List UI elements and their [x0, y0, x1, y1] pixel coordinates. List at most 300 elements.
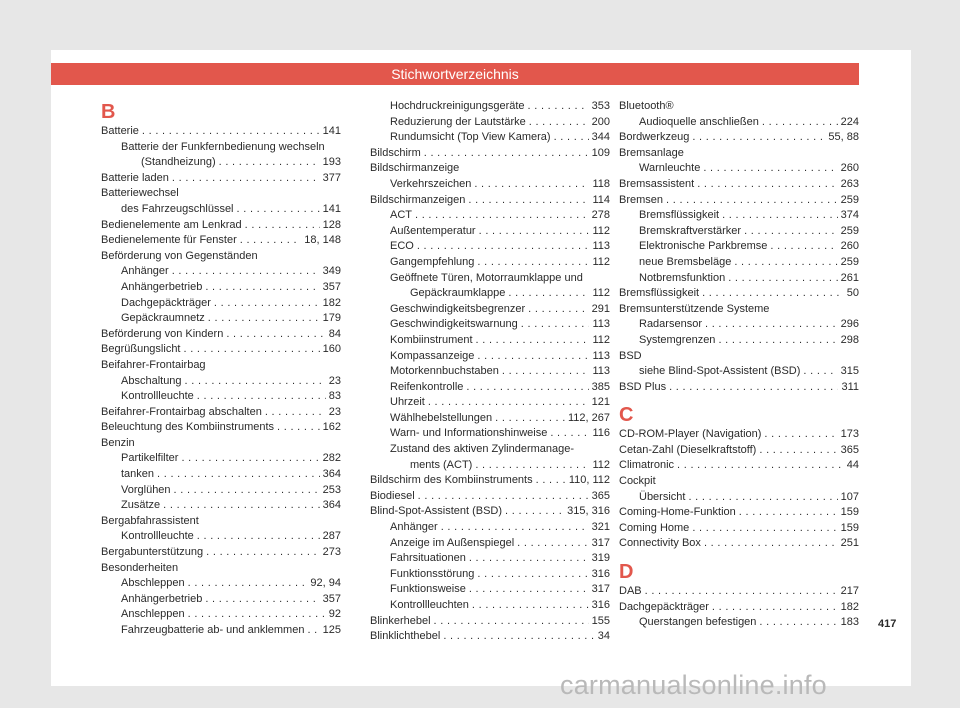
dot-leader — [185, 374, 326, 390]
index-term: Reduzierung der Lautstärke — [390, 115, 526, 128]
index-term: Systemgrenzen — [639, 333, 716, 346]
index-term: siehe Blind-Spot-Assistent (BSD) — [639, 365, 801, 378]
index-entry — [101, 186, 341, 202]
index-entry — [101, 140, 341, 156]
index-entry — [101, 483, 341, 499]
dot-leader — [722, 208, 838, 224]
index-page-ref: 159 — [840, 506, 859, 519]
index-term: Gepäckraumnetz — [121, 312, 205, 325]
index-page-ref: 259 — [840, 224, 859, 237]
dot-leader — [692, 130, 825, 146]
index-page-ref: 200 — [591, 115, 610, 128]
index-entry — [370, 193, 610, 209]
index-entry — [619, 317, 859, 333]
dot-leader — [172, 171, 320, 187]
dot-leader — [197, 529, 320, 545]
index-term: Außentemperatur — [390, 224, 476, 237]
index-entry — [101, 264, 341, 280]
index-term: Wählhebelstellungen — [390, 411, 493, 424]
dot-leader — [245, 218, 320, 234]
index-page-ref: 319 — [591, 552, 610, 565]
index-entry — [619, 255, 859, 271]
index-page-ref: 259 — [840, 193, 859, 206]
index-page-ref: 23 — [328, 405, 341, 418]
dot-leader — [744, 224, 838, 240]
index-entry — [101, 374, 341, 390]
index-page-ref: 287 — [322, 530, 341, 543]
index-entry — [619, 427, 859, 443]
dot-leader — [472, 598, 589, 614]
index-entry — [101, 514, 341, 530]
index-term: Bildschirmanzeigen — [370, 193, 466, 206]
index-entry — [619, 474, 859, 490]
index-page-ref: 112 — [592, 287, 610, 300]
index-entry — [370, 520, 610, 536]
index-entry — [619, 584, 859, 600]
index-entry — [101, 467, 341, 483]
index-page-ref: 112 — [592, 333, 610, 346]
index-term: tanken — [121, 468, 155, 481]
index-page-ref: 113 — [592, 349, 610, 362]
dot-leader — [208, 311, 320, 327]
dot-leader — [237, 202, 320, 218]
index-page-ref: 278 — [591, 209, 610, 222]
dot-leader — [762, 115, 838, 131]
dot-leader — [157, 467, 320, 483]
index-entry — [370, 317, 610, 333]
index-page-ref: 112 — [592, 255, 610, 268]
dot-leader — [764, 427, 837, 443]
index-page-ref: 113 — [592, 365, 610, 378]
index-entry — [101, 592, 341, 608]
index-entry — [370, 598, 610, 614]
index-term: Anhängerbetrieb — [121, 280, 203, 293]
dot-leader — [688, 490, 837, 506]
index-term: Blind-Spot-Assistent (BSD) — [370, 505, 503, 518]
dot-leader — [469, 582, 589, 598]
dot-leader — [536, 473, 566, 489]
index-term: Funktionsweise — [390, 583, 466, 596]
dot-leader — [474, 177, 589, 193]
index-term: Bedienelemente für Fenster — [101, 234, 237, 247]
index-page-ref: 112 — [592, 458, 610, 471]
index-page-ref: 50 — [846, 287, 859, 300]
dot-leader — [505, 504, 564, 520]
dot-leader — [521, 317, 590, 333]
index-entry — [370, 411, 610, 427]
index-entry — [101, 436, 341, 452]
index-entry — [619, 271, 859, 287]
index-entry — [101, 529, 341, 545]
index-term: Anhängerbetrieb — [121, 592, 203, 605]
index-term: Zustand des aktiven Zylindermanage- — [390, 443, 575, 456]
index-page-ref: 125 — [322, 624, 341, 636]
index-page-ref: 365 — [840, 443, 859, 456]
index-entry — [619, 536, 859, 552]
index-entry — [619, 333, 859, 349]
index-entry — [619, 302, 859, 318]
index-entry — [370, 255, 610, 271]
index-entry — [370, 349, 610, 365]
index-entry — [370, 115, 610, 131]
index-page-ref: 260 — [840, 240, 859, 253]
index-page-ref: 112 — [592, 224, 610, 237]
index-term: Verkehrszeichen — [390, 177, 472, 190]
index-term: Warnleuchte — [639, 162, 701, 175]
index-term: Bedienelemente am Lenkrad — [101, 218, 242, 231]
index-entry — [370, 271, 610, 287]
index-entry — [370, 333, 610, 349]
index-page-ref: 160 — [322, 343, 341, 356]
index-entry — [370, 302, 610, 318]
dot-leader — [705, 317, 838, 333]
dot-leader — [477, 255, 589, 271]
index-page-ref: 18, 148 — [304, 234, 341, 247]
index-entry — [370, 224, 610, 240]
index-term: Coming-Home-Funktion — [619, 506, 736, 519]
index-page-ref: 251 — [840, 537, 859, 550]
index-page-ref: 282 — [322, 452, 341, 465]
index-term: Kompassanzeige — [390, 349, 475, 362]
index-page-ref: 298 — [840, 333, 859, 346]
index-page-ref: 296 — [840, 318, 859, 331]
index-term: Bremsflüssigkeit — [639, 209, 720, 222]
dot-leader — [554, 130, 589, 146]
index-page-ref: 55, 88 — [828, 131, 859, 144]
index-term: Elektronische Parkbremse — [639, 240, 768, 253]
dot-leader — [469, 551, 589, 567]
index-term: Anzeige im Außenspiegel — [390, 536, 515, 549]
index-term: Bildschirm des Kombiinstruments — [370, 474, 533, 487]
watermark: carmanualsonline.info — [560, 670, 827, 700]
index-term: Bremsunterstützende Systeme — [619, 302, 770, 315]
dot-leader — [307, 623, 319, 639]
dot-leader — [770, 239, 837, 255]
dot-leader — [718, 333, 837, 349]
index-term: Beförderung von Kindern — [101, 327, 224, 340]
dot-leader — [703, 161, 837, 177]
index-page-ref: 179 — [322, 312, 341, 325]
index-entry — [619, 600, 859, 616]
index-term: Beifahrer-Frontairbag abschalten — [101, 405, 262, 418]
index-entry — [370, 208, 610, 224]
index-term: ACT — [390, 209, 412, 222]
index-entry — [370, 177, 610, 193]
section-letter: B — [101, 101, 116, 123]
index-page-ref: 183 — [840, 616, 859, 629]
index-term: Anschleppen — [121, 608, 185, 621]
index-term: Beifahrer-Frontairbag — [101, 358, 206, 371]
index-term: Cetan-Zahl (Dieselkraftstoff) — [619, 443, 757, 456]
index-page-ref: 357 — [322, 280, 341, 293]
index-term: Zusätze — [121, 499, 161, 512]
dot-leader — [415, 208, 589, 224]
index-page-ref: 128 — [322, 218, 341, 231]
index-term: Dachgepäckträger — [619, 600, 709, 613]
index-entry — [370, 442, 610, 458]
index-term: Begrüßungslicht — [101, 343, 181, 356]
dot-leader — [226, 327, 325, 343]
index-page-ref: 291 — [591, 302, 610, 315]
dot-leader — [424, 146, 589, 162]
index-term: Uhrzeit — [390, 396, 425, 409]
index-entry — [101, 607, 341, 623]
index-term: Bildschirm — [370, 146, 421, 159]
index-page-ref: 110, 112 — [568, 474, 610, 487]
index-term: DAB — [619, 585, 642, 598]
index-term: Blinkerhebel — [370, 614, 431, 627]
dot-leader — [418, 489, 589, 505]
dot-leader — [479, 224, 590, 240]
index-term: CD-ROM-Player (Navigation) — [619, 428, 762, 441]
dot-leader — [188, 576, 308, 592]
index-page-ref: 34 — [597, 630, 610, 643]
index-term: Blinklichthebel — [370, 630, 441, 643]
index-term: Anhänger — [121, 265, 169, 278]
index-term: Bluetooth® — [619, 100, 674, 112]
index-page-ref: 193 — [322, 156, 341, 169]
index-term: Audioquelle anschließen — [639, 115, 759, 128]
dot-leader — [184, 342, 320, 358]
index-page-ref: 83 — [328, 390, 341, 403]
index-term: ments (ACT) — [410, 458, 473, 471]
dot-leader — [495, 411, 565, 427]
index-column-2 — [370, 99, 610, 645]
index-page-ref: 273 — [322, 546, 341, 559]
index-term: Hochdruckreinigungsgeräte — [390, 100, 525, 112]
dot-leader — [477, 567, 588, 583]
index-term: Connectivity Box — [619, 537, 701, 550]
index-page-ref: 23 — [328, 374, 341, 387]
index-page-ref: 92, 94 — [310, 577, 341, 590]
index-term: Abschleppen — [121, 577, 185, 590]
index-entry — [619, 380, 859, 396]
index-entry — [101, 249, 341, 265]
index-entry — [619, 177, 859, 193]
dot-leader — [214, 296, 320, 312]
dot-leader — [734, 255, 837, 271]
index-page-ref: 141 — [322, 202, 341, 215]
dot-leader — [529, 115, 589, 131]
index-entry — [101, 405, 341, 421]
index-term: Besonderheiten — [101, 561, 179, 574]
index-entry — [370, 395, 610, 411]
index-entry — [101, 358, 341, 374]
index-term: Geöffnete Türen, Motorraumklappe und — [390, 271, 583, 284]
index-page-ref: 141 — [322, 125, 341, 137]
dot-leader — [697, 177, 837, 193]
index-entry — [619, 443, 859, 459]
index-entry — [370, 536, 610, 552]
index-term: Bremsflüssigkeit — [619, 287, 700, 300]
index-term: Kontrollleuchten — [390, 599, 469, 611]
index-page-ref: 260 — [840, 162, 859, 175]
dot-leader — [803, 364, 837, 380]
dot-leader — [692, 521, 837, 537]
index-page-ref: 377 — [322, 171, 341, 184]
index-page-ref: 385 — [591, 380, 610, 393]
index-entry — [619, 615, 859, 631]
index-page-ref: 162 — [322, 421, 341, 434]
index-page-ref: 113 — [592, 318, 610, 331]
index-entry — [619, 364, 859, 380]
index-page-ref: 321 — [591, 521, 610, 534]
dot-leader — [759, 615, 837, 631]
dot-leader — [677, 458, 844, 474]
index-page-ref: 109 — [591, 146, 610, 159]
page-title: Stichwortverzeichnis — [391, 66, 519, 82]
index-term: Kontrollleuchte — [121, 530, 194, 543]
dot-leader — [728, 271, 837, 287]
dot-leader — [240, 233, 302, 249]
dot-leader — [476, 333, 590, 349]
index-entry — [101, 171, 341, 187]
index-page-ref: 316 — [591, 567, 610, 580]
index-term: Partikelfilter — [121, 452, 179, 465]
index-page-ref: 261 — [840, 271, 859, 284]
index-entry — [370, 130, 610, 146]
index-term: Bremskraftverstärker — [639, 224, 742, 237]
index-page-ref: 364 — [322, 468, 341, 481]
dot-leader — [428, 395, 589, 411]
index-entry — [101, 280, 341, 296]
index-entry — [370, 504, 610, 520]
index-entry — [370, 286, 610, 302]
dot-leader — [666, 193, 838, 209]
index-entry — [101, 545, 341, 561]
dot-leader — [219, 155, 320, 171]
index-term: Beleuchtung des Kombiinstruments — [101, 421, 275, 434]
index-page-ref: 259 — [840, 255, 859, 268]
dot-leader — [475, 458, 589, 474]
index-page-ref: 365 — [591, 489, 610, 502]
dot-leader — [704, 536, 838, 552]
index-page-ref: 316 — [591, 599, 610, 611]
index-entry — [370, 473, 610, 489]
index-page-ref: 182 — [840, 600, 859, 613]
dot-leader — [205, 280, 319, 296]
index-page-ref: 349 — [322, 265, 341, 278]
dot-leader — [550, 426, 589, 442]
index-page-ref: 315 — [840, 365, 859, 378]
index-entry — [619, 115, 859, 131]
index-term: Coming Home — [619, 521, 690, 534]
index-term: Batterie — [101, 125, 139, 137]
index-term: Reifenkontrolle — [390, 380, 464, 393]
dot-leader — [417, 239, 590, 255]
index-page-ref: 364 — [322, 499, 341, 512]
index-entry — [619, 161, 859, 177]
index-term: Abschaltung — [121, 374, 182, 387]
index-term: Radarsensor — [639, 318, 702, 331]
index-entry — [101, 498, 341, 514]
index-term: Kombiinstrument — [390, 333, 473, 346]
index-entry — [101, 233, 341, 249]
index-term: Funktionsstörung — [390, 567, 475, 580]
index-page-ref: 159 — [840, 521, 859, 534]
index-entry — [101, 155, 341, 171]
index-entry — [101, 296, 341, 312]
dot-leader — [434, 614, 589, 630]
index-entry — [101, 623, 341, 639]
dot-leader — [477, 349, 589, 365]
index-entry — [370, 629, 610, 645]
dot-leader — [197, 389, 326, 405]
index-page-ref: 116 — [592, 427, 610, 440]
index-term: BSD Plus — [619, 380, 667, 393]
dot-leader — [142, 124, 320, 140]
index-term: Bergabfahrassistent — [101, 514, 199, 527]
index-term: Geschwindigkeitswarnung — [390, 318, 518, 331]
dot-leader — [669, 380, 838, 396]
index-term: Querstangen befestigen — [639, 616, 757, 629]
section-letter: C — [619, 404, 634, 427]
index-page-ref: 173 — [840, 428, 859, 441]
index-page-ref: 374 — [840, 209, 859, 222]
index-entry — [370, 551, 610, 567]
dot-leader — [702, 286, 844, 302]
index-entry — [101, 202, 341, 218]
index-page-ref: 114 — [592, 193, 610, 206]
index-page-ref: 315, 316 — [567, 505, 610, 518]
index-page-ref: 344 — [591, 131, 610, 144]
index-page-ref: 155 — [591, 614, 610, 627]
section-letter: D — [619, 561, 634, 584]
index-page-ref: 107 — [840, 490, 859, 503]
index-page-ref: 311 — [841, 380, 859, 393]
index-term: Bremsen — [619, 193, 664, 206]
dot-leader — [712, 600, 838, 616]
index-term: Notbremsfunktion — [639, 271, 726, 284]
index-entry — [370, 614, 610, 630]
dot-leader — [468, 193, 589, 209]
dot-leader — [466, 380, 588, 396]
index-column-3 — [619, 99, 859, 631]
index-term: Climatronic — [619, 459, 675, 472]
index-page-ref: 353 — [591, 100, 610, 112]
index-entry — [619, 521, 859, 537]
index-entry — [101, 218, 341, 234]
index-page-ref: 224 — [840, 115, 859, 128]
dot-leader — [759, 443, 837, 459]
index-term: Kontrollleuchte — [121, 390, 194, 403]
index-term: Bergabunterstützung — [101, 546, 204, 559]
index-entry — [370, 239, 610, 255]
index-entry — [101, 389, 341, 405]
index-entry — [101, 327, 341, 343]
index-entry — [370, 489, 610, 505]
index-entry — [370, 99, 610, 115]
index-entry — [619, 286, 859, 302]
index-entry — [101, 451, 341, 467]
index-column-1 — [101, 99, 341, 639]
index-page-ref: 357 — [322, 592, 341, 605]
index-page-ref: 118 — [592, 177, 610, 190]
index-term: Anhänger — [390, 521, 438, 534]
index-term: Bremsassistent — [619, 177, 695, 190]
index-term: ECO — [390, 240, 414, 253]
index-entry — [619, 146, 859, 162]
index-entry — [101, 561, 341, 577]
index-entry — [619, 193, 859, 209]
index-term: Geschwindigkeitsbegrenzer — [390, 302, 526, 315]
dot-leader — [443, 629, 594, 645]
index-entry — [619, 208, 859, 224]
index-entry — [370, 161, 610, 177]
index-page-ref: 317 — [591, 536, 610, 549]
dot-leader — [517, 536, 589, 552]
index-term: Biodiesel — [370, 489, 415, 502]
